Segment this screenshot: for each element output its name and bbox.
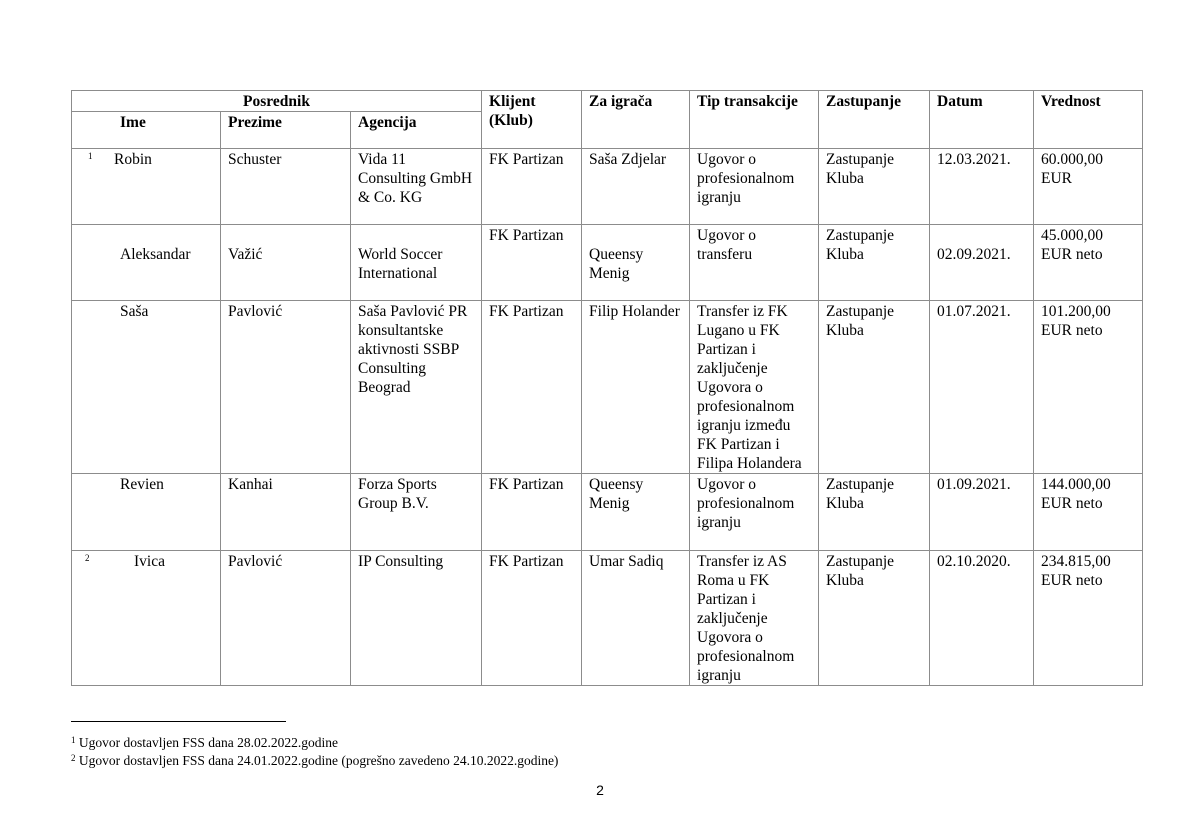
cell-igrac: Saša Zdjelar: [582, 149, 690, 225]
footnote-2-text: Ugovor dostavljen FSS dana 24.01.2022.godine (pogrešno zavedeno 24.10.2022.godine): [78, 753, 559, 768]
table-row: [72, 301, 1143, 474]
cell-ime: Saša: [72, 301, 221, 474]
cell-tip: Transfer iz AS Roma u FK Partizan i zaključenje Ugovora o profesionalnom igranju: [690, 551, 819, 686]
ime-text: Robin: [114, 151, 152, 168]
cell-vrednost: 234.815,00 EUR neto: [1034, 551, 1143, 686]
cell-zastupanje: Zastupanje Kluba: [819, 301, 930, 474]
footnote-1-number: 1: [71, 735, 76, 745]
cell-datum: 02.09.2021.: [930, 225, 1034, 301]
cell-agencija: Vida 11 Consulting GmbH & Co. KG: [351, 149, 482, 225]
header-posrednik: Posrednik: [72, 91, 482, 112]
header-agencija: Agencija: [351, 112, 482, 149]
cell-klijent: FK Partizan: [482, 149, 582, 225]
table-row: [72, 474, 1143, 551]
header-klijent: Klijent (Klub): [482, 91, 582, 149]
cell-vrednost: 101.200,00 EUR neto: [1034, 301, 1143, 474]
cell-klijent: FK Partizan: [482, 474, 582, 551]
cell-prezime: Kanhai: [221, 474, 351, 551]
ime-text: Ivica: [134, 553, 165, 570]
cell-igrac: Umar Sadiq: [582, 551, 690, 686]
table-row: [72, 551, 1143, 686]
cell-datum: 01.09.2021.: [930, 474, 1034, 551]
footnote-1-text: Ugovor dostavljen FSS dana 28.02.2022.godine: [78, 735, 338, 750]
cell-agencija: IP Consulting: [351, 551, 482, 686]
cell-ime: Aleksandar: [72, 225, 221, 301]
cell-zastupanje: Zastupanje Kluba: [819, 551, 930, 686]
cell-agencija: Forza Sports Group B.V.: [351, 474, 482, 551]
cell-datum: 01.07.2021.: [930, 301, 1034, 474]
cell-klijent: FK Partizan: [482, 551, 582, 686]
header-prezime: Prezime: [221, 112, 351, 149]
cell-prezime: Schuster: [221, 149, 351, 225]
cell-agencija: World Soccer International: [351, 225, 482, 301]
cell-datum: 12.03.2021.: [930, 149, 1034, 225]
footnote-ref[interactable]: 2: [85, 553, 90, 563]
table-row: [72, 149, 1143, 225]
cell-klijent: FK Partizan: [482, 225, 582, 301]
cell-vrednost: 144.000,00 EUR neto: [1034, 474, 1143, 551]
cell-agencija: Saša Pavlović PR konsultantske aktivnosti SSBP Consulting Beograd: [351, 301, 482, 474]
cell-ime: [72, 149, 221, 225]
footnote-2-number: 2: [71, 753, 76, 763]
cell-ime: Revien: [72, 474, 221, 551]
cell-tip: Ugovor o profesionalnom igranju: [690, 474, 819, 551]
table-row: [72, 225, 1143, 301]
header-tip-transakcije: Tip transakcije: [690, 91, 819, 149]
cell-ime: [72, 551, 221, 686]
footnote-separator: [71, 721, 286, 722]
intermediary-table-container: [71, 90, 1142, 684]
cell-vrednost: 60.000,00 EUR: [1034, 149, 1143, 225]
header-zastupanje: Zastupanje: [819, 91, 930, 149]
cell-klijent: FK Partizan: [482, 301, 582, 474]
intermediary-table: [71, 90, 1143, 686]
cell-prezime: Pavlović: [221, 551, 351, 686]
cell-prezime: Pavlović: [221, 301, 351, 474]
cell-datum: 02.10.2020.: [930, 551, 1034, 686]
cell-igrac: Queensy Menig: [582, 225, 690, 301]
cell-prezime: Važić: [221, 225, 351, 301]
header-datum: Datum: [930, 91, 1034, 149]
cell-tip: Ugovor o profesionalnom igranju: [690, 149, 819, 225]
header-za-igraca: Za igrača: [582, 91, 690, 149]
cell-zastupanje: Zastupanje Kluba: [819, 474, 930, 551]
footnote-1: [71, 732, 338, 751]
header-vrednost: Vrednost: [1034, 91, 1143, 149]
cell-igrac: Filip Holander: [582, 301, 690, 474]
cell-igrac: Queensy Menig: [582, 474, 690, 551]
footnote-ref[interactable]: 1: [88, 151, 93, 161]
header-row-1: [72, 91, 1143, 112]
cell-tip: Transfer iz FK Lugano u FK Partizan i zaključenje Ugovora o profesionalnom igranju između FK Partizan i Filipa Holandera: [690, 301, 819, 474]
cell-tip: Ugovor o transferu: [690, 225, 819, 301]
page-number: 2: [596, 782, 604, 798]
footnote-2: [71, 750, 558, 769]
cell-zastupanje: Zastupanje Kluba: [819, 225, 930, 301]
header-ime: Ime: [72, 112, 221, 149]
cell-zastupanje: Zastupanje Kluba: [819, 149, 930, 225]
cell-vrednost: 45.000,00 EUR neto: [1034, 225, 1143, 301]
